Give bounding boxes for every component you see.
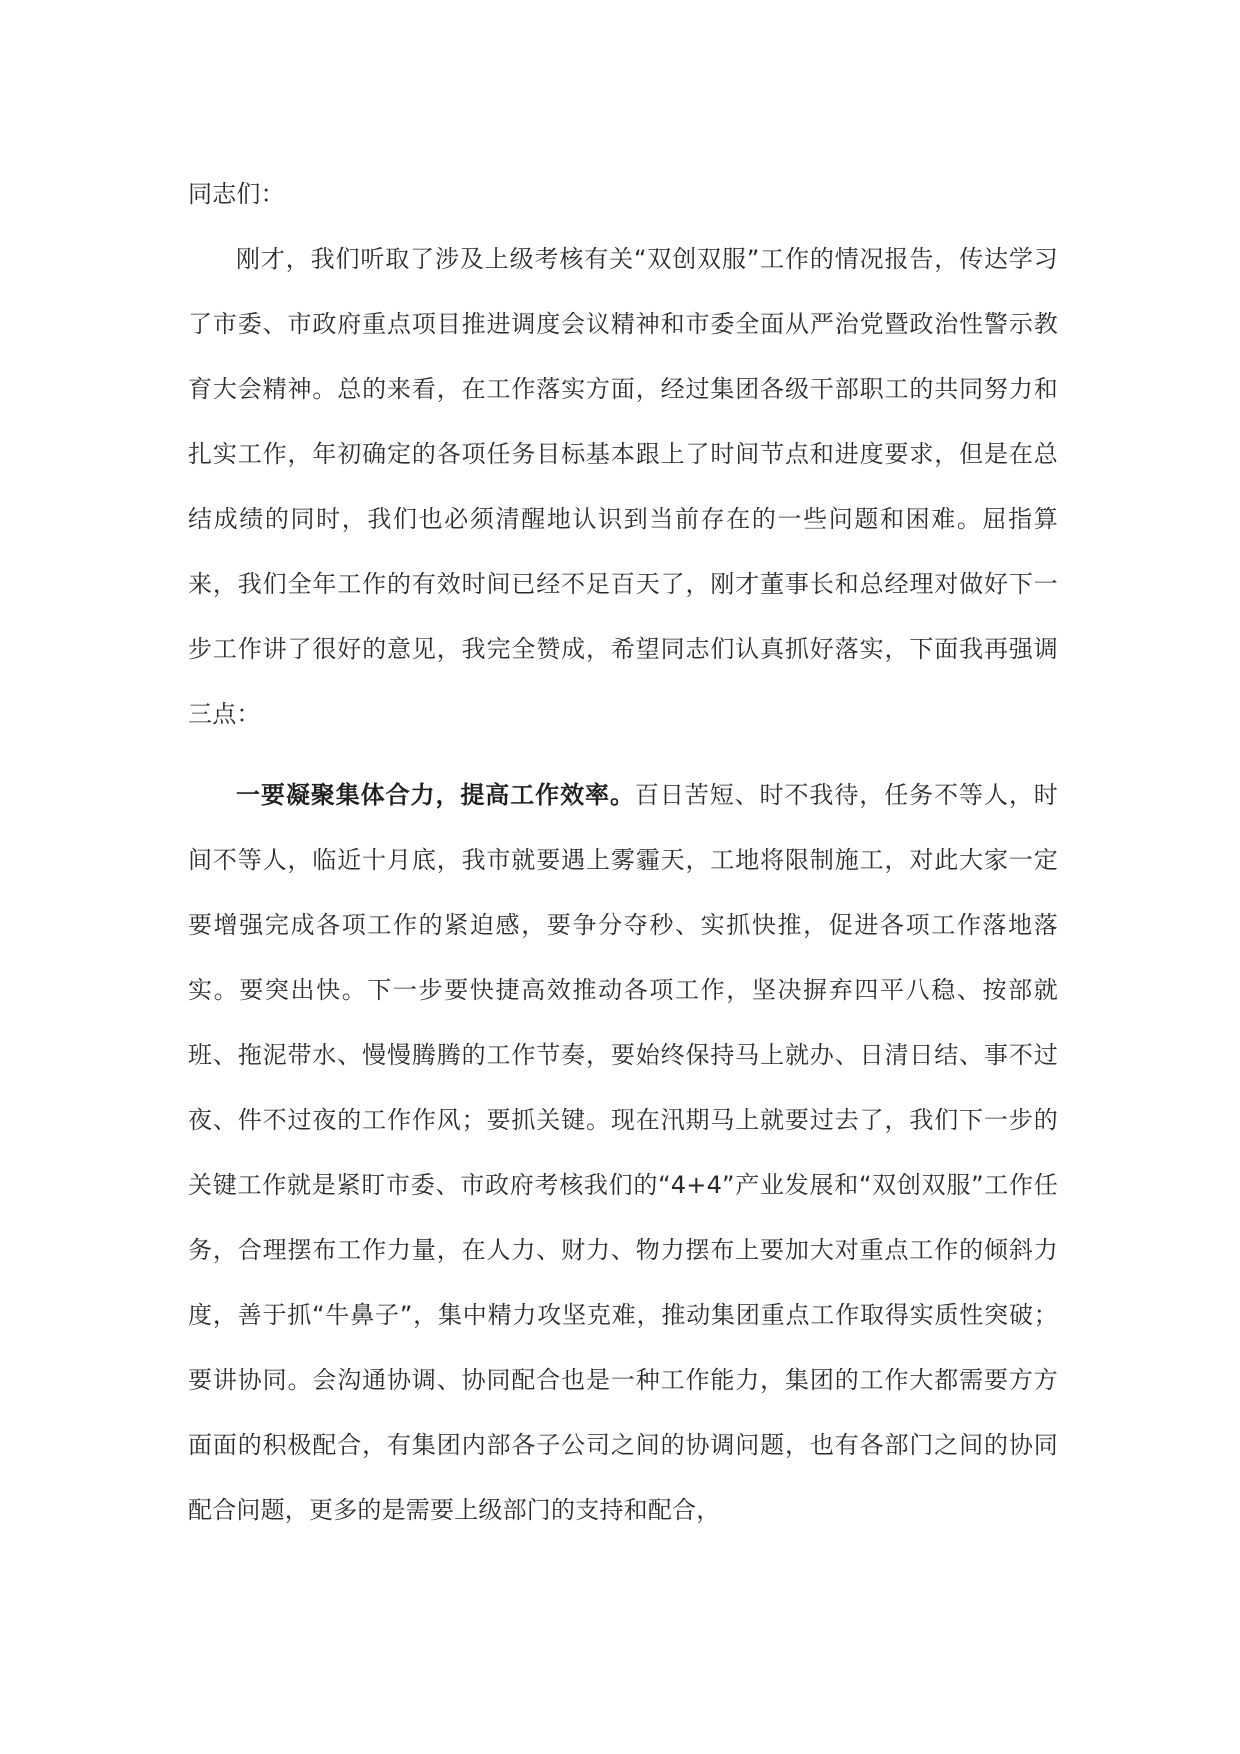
paragraph-point-one-body: 百日苦短、时不我待，任务不等人，时间不等人，临近十月底，我市就要遇上雾霾天，工地将限制施工，对此大家一定要增强完成各项工作的紧迫感，要争分夺秒、实抓快推，促进各项工作落地落实。要突出快。下一步要快捷高效推动各项工作，坚决摒弃四平八稳、按部就班、拖泥带水、慢慢腾腾的工作节奏，要始终保持马上就办、日清日结、事不过夜、件不过夜的工作作风；要抓关键。现在汛期马上就要过去了，我们下一步的关键工作就是紧盯市委、市政府考核我们的“4+4”产业发展和“双创双服”工作任务，合理摆布工作力量，在人力、财力、物力摆布上要加大对重点工作的倾斜力度，善于抓“牛鼻子”，集中精力攻坚克难，推动集团重点工作取得实质性突破；要讲协同。会沟通协调、协同配合也是一种工作能力，集团的工作大都需要方方面面的积极配合，有集团内部各子公司之间的协调问题，也有各部门之间的协同配合问题，更多的是需要上级部门的支持和配合， — [188, 781, 1059, 1524]
salutation: 同志们： — [188, 180, 285, 208]
paragraph-opening: 刚才，我们听取了涉及上级考核有关“双创双服”工作的情况报告，传达学习了市委、市政府重点项目推进调度会议精神和市委全面从严治党暨政治性警示教育大会精神。总的来看，在工作落实方面，经过集团各级干部职工的共同努力和扎实工作，年初确定的各项任务目标基本跟上了时间节点和进度要求，但是在总结成绩的同时，我们也必须清醒地认识到当前存在的一些问题和困难。屈指算来，我们全年工作的有效时间已经不足百天了，刚才董事长和总经理对做好下一步工作讲了很好的意见，我完全赞成，希望同志们认真抓好落实，下面我再强调三点： — [188, 245, 1058, 728]
document-body — [188, 162, 1058, 1543]
paragraph-point-one-heading: 一要凝聚集体合力，提高工作效率。 — [236, 781, 635, 809]
paragraph-point-one — [188, 763, 1058, 1543]
